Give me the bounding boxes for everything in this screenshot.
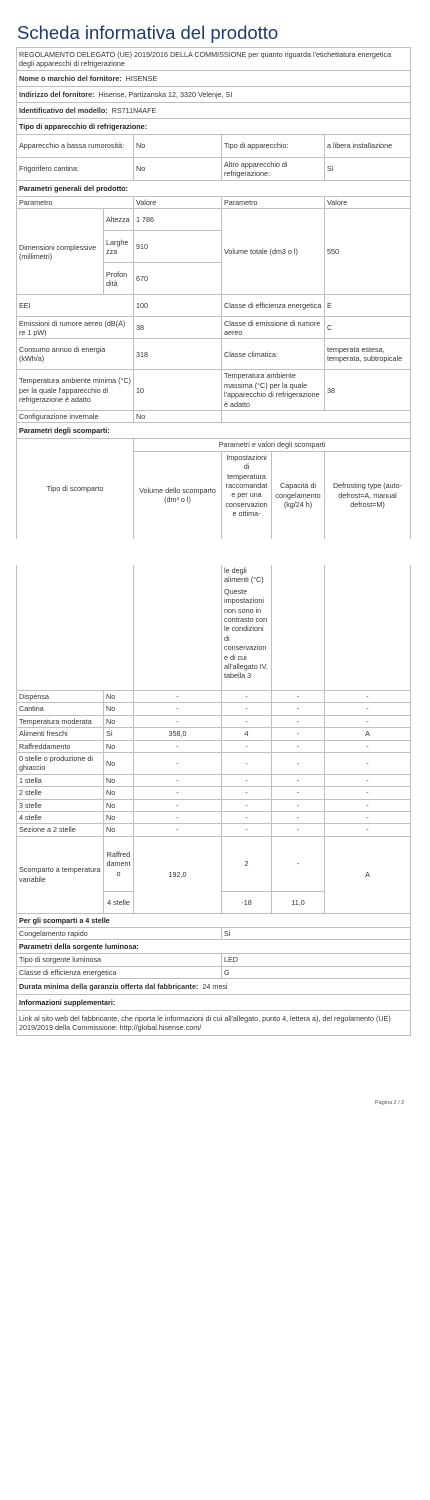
model-label: Identificativo del modello:: [19, 105, 108, 115]
value-header-2: Valore: [325, 197, 411, 209]
defrost-type-cont: [325, 565, 411, 691]
param-header-2: Parametro: [222, 197, 325, 209]
noise-value: 38: [134, 317, 222, 339]
compartment-volume-header: Volume dello scomparto (dm³ o l): [134, 451, 222, 539]
height-label: Altezza: [104, 209, 134, 231]
compartment-freeze: -: [272, 799, 325, 811]
variable-temp2: -18: [222, 891, 272, 913]
compartment-temp: -: [222, 753, 272, 775]
compartment-name: Raffreddamento: [17, 740, 104, 752]
compartment-temp: -: [222, 740, 272, 752]
width-value: 910: [134, 231, 222, 263]
compartment-freeze: -: [272, 812, 325, 824]
compartment-present: No: [104, 691, 134, 703]
product-sheet-top: [16, 47, 410, 539]
compartment-type-header: Tipo di scomparto: [17, 439, 134, 539]
compartment-present: No: [104, 715, 134, 727]
compartment-present: Sì: [104, 728, 134, 740]
compartment-name: 4 stelle: [17, 812, 104, 824]
supplier-address-label: Indirizzo del fornitore:: [19, 89, 95, 99]
compartment-present: No: [104, 703, 134, 715]
compartment-volume: -: [134, 812, 222, 824]
compartment-defrost: -: [325, 740, 411, 752]
appliance-type-label: Tipo di apparecchio:: [222, 135, 325, 158]
table-row: [17, 774, 411, 786]
compartment-defrost: -: [325, 824, 411, 836]
noise-label: Emissioni di rumore aereo (dB(A) re 1 pW): [17, 317, 134, 339]
compartment-name: Temperatura moderata: [17, 715, 104, 727]
appliance-type-heading: Tipo di apparecchio di refrigerazione:: [17, 119, 411, 135]
table-row: [17, 703, 411, 715]
table-row: [17, 812, 411, 824]
noise-class-value: C: [325, 317, 411, 339]
light-type-label: Tipo di sorgente luminosa: [17, 954, 222, 966]
variable-compartment-name: Scomparto a temperatura variabile: [17, 836, 104, 913]
compartment-present: No: [104, 799, 134, 811]
table-row: [17, 740, 411, 752]
product-sheet-bottom: [16, 565, 410, 1036]
climate-class-value: temperata estesa, temperata, subtropicale: [325, 339, 411, 370]
general-params-heading: Parametri generali del prodotto:: [17, 181, 411, 197]
compartment-volume: -: [134, 753, 222, 775]
compartment-temp: -: [222, 715, 272, 727]
temp-settings-header: Impostazioni di temperatura raccomandate per una conservazione ottima-: [222, 451, 272, 539]
height-value: 1 786: [134, 209, 222, 231]
compartment-present: No: [104, 812, 134, 824]
energy-class-value: E: [325, 295, 411, 317]
model-row: [17, 103, 411, 119]
light-class-label: Classe di efficienza energetica: [17, 966, 222, 978]
compartment-name: 0 stelle o produzione di ghiaccio: [17, 753, 104, 775]
supplier-address: Hisense, Partizanska 12, 3320 Velenje, SI: [98, 89, 233, 99]
low-noise-label: Apparecchio a bassa rumorosità:: [17, 135, 134, 158]
supplier-name-label: Nome o marchio del fornitore:: [19, 73, 122, 83]
compartment-defrost: -: [325, 715, 411, 727]
max-temp-value: 38: [325, 370, 411, 411]
compartment-freeze: -: [272, 703, 325, 715]
compartment-defrost: -: [325, 774, 411, 786]
temp-settings-header-line2: le degli alimenti (°C): [224, 566, 264, 585]
eei-value: 100: [134, 295, 222, 317]
climate-class-label: Classe climatica:: [222, 339, 325, 370]
wine-cellar-value: No: [134, 158, 222, 181]
total-volume-label: Volume totale (dm3 o l): [222, 209, 325, 295]
table-row: [17, 753, 411, 775]
compartments-heading: Parametri degli scomparti:: [17, 423, 411, 439]
warranty-label: Durata minima della garanzia offerta dal fabbricante:: [19, 981, 199, 991]
winter-config-label: Configurazione invernale: [17, 411, 134, 423]
compartment-temp: 4: [222, 728, 272, 740]
compartment-name: 2 stelle: [17, 787, 104, 799]
value-header: Valore: [134, 197, 222, 209]
compartment-temp: -: [222, 812, 272, 824]
compartment-volume: -: [134, 715, 222, 727]
variable-defrost: A: [325, 836, 411, 913]
fast-freeze-value: Sì: [222, 927, 411, 939]
supplier-name: HISENSE: [125, 73, 158, 83]
annual-energy-label: Consumo annuo di energia (kWh/a): [17, 339, 134, 370]
compartment-defrost: -: [325, 691, 411, 703]
compartment-temp: -: [222, 703, 272, 715]
table-row: [17, 728, 411, 740]
compartments-header-table: [16, 438, 411, 538]
table-row: [17, 824, 411, 836]
defrost-type-header: Defrosting type (auto-defrost=A, manual defrost=M): [325, 451, 411, 539]
compartment-present: No: [104, 787, 134, 799]
noise-class-label: Classe di emissione di rumore aereo: [222, 317, 325, 339]
product-info-table: [16, 47, 411, 439]
freezing-capacity-header: Capacità di congelamento (kg/24 h): [272, 451, 325, 539]
low-noise-value: No: [134, 135, 222, 158]
variable-temp1: 2: [222, 836, 272, 891]
winter-empty: [222, 411, 411, 423]
compartment-rows: [17, 691, 411, 837]
min-temp-value: 10: [134, 370, 222, 411]
compartment-volume: -: [134, 824, 222, 836]
compartment-defrost: A: [325, 728, 411, 740]
annual-energy-value: 318: [134, 339, 222, 370]
freezing-capacity-cont: [272, 565, 325, 691]
compartments-table: [16, 565, 411, 1036]
light-source-heading: Parametri della sorgente luminosa:: [17, 940, 411, 954]
table-row: [17, 787, 411, 799]
compartment-temp: -: [222, 787, 272, 799]
compartment-volume: -: [134, 799, 222, 811]
compartment-name: Alimenti freschi: [17, 728, 104, 740]
other-appliance-value: Sì: [325, 158, 411, 181]
compartment-temp: -: [222, 774, 272, 786]
compartment-present: No: [104, 740, 134, 752]
compartment-name: 3 stelle: [17, 799, 104, 811]
compartment-temp: -: [222, 799, 272, 811]
compartment-volume: 358,0: [134, 728, 222, 740]
table-row: [17, 715, 411, 727]
compartment-present: No: [104, 824, 134, 836]
compartment-defrost: -: [325, 703, 411, 715]
extra-info-heading: Informazioni supplementari:: [17, 995, 411, 1011]
compartment-volume: -: [134, 787, 222, 799]
compartment-volume: -: [134, 691, 222, 703]
compartment-defrost: -: [325, 753, 411, 775]
compartment-type-cont: [17, 565, 134, 691]
dimensions-label: Dimensioni complessive (millimetri): [17, 209, 104, 295]
width-label: Larghezza: [104, 231, 134, 263]
page-number: Pagina 2 / 2: [375, 1100, 405, 1106]
table-row: [17, 799, 411, 811]
compartment-name: 1 stella: [17, 774, 104, 786]
compartment-present: No: [104, 753, 134, 775]
compartment-freeze: -: [272, 824, 325, 836]
compartment-temp: -: [222, 691, 272, 703]
variable-volume: 192,0: [134, 836, 222, 913]
min-temp-label: Temperatura ambiente minima (°C) per la quale l'apparecchio di refrigerazione è adatto: [17, 370, 134, 411]
total-volume-value: 550: [325, 209, 411, 295]
other-appliance-label: Altro apparecchio di refrigerazione:: [222, 158, 325, 181]
compartment-name: Cantina: [17, 703, 104, 715]
warranty-row: [17, 979, 411, 995]
variable-freeze1: -: [272, 836, 325, 891]
compartment-freeze: -: [272, 691, 325, 703]
variable-sub2: 4 stelle: [104, 891, 134, 913]
compartment-freeze: -: [272, 740, 325, 752]
warranty-value: 24 mesi: [202, 981, 228, 991]
compartment-defrost: -: [325, 799, 411, 811]
winter-config-value: No: [134, 411, 222, 423]
max-temp-label: Temperatura ambiente massima (°C) per la quale l'apparecchio di refrigerazione è adatto: [222, 370, 325, 411]
compartment-defrost: -: [325, 787, 411, 799]
model-id: RS711N4AFE: [111, 105, 157, 115]
page-title: Scheda informativa del prodotto: [17, 22, 279, 43]
compartment-freeze: -: [272, 753, 325, 775]
wine-cellar-label: Frigorifero cantina:: [17, 158, 134, 181]
variable-sub1: Raffreddamento: [104, 836, 134, 891]
compartment-volume-cont: [134, 565, 222, 691]
depth-label: Profondità: [104, 263, 134, 295]
compartment-freeze: -: [272, 774, 325, 786]
energy-class-label: Classe di efficienza energetica: [222, 295, 325, 317]
compartment-volume: -: [134, 703, 222, 715]
compartment-freeze: -: [272, 715, 325, 727]
compartment-defrost: -: [325, 812, 411, 824]
four-star-heading: Per gli scomparti a 4 stelle: [17, 913, 411, 927]
param-header: Parametro: [17, 197, 134, 209]
compartment-present: No: [104, 774, 134, 786]
table-row: [17, 691, 411, 703]
depth-value: 670: [134, 263, 222, 295]
appliance-type-value: a libera installazione: [325, 135, 411, 158]
compartment-temp: -: [222, 824, 272, 836]
regulation-text: REGOLAMENTO DELEGATO (UE) 2019/2016 DELLA COMMISSIONE per quanto riguarda l'etichettatura energetica degli apparecchi di refrigerazione: [17, 48, 411, 71]
compartment-volume: -: [134, 740, 222, 752]
compartment-params-header: Parametri e valori degli scomparti: [134, 439, 411, 451]
temp-settings-header-cont: [222, 565, 272, 691]
light-class-value: G: [222, 966, 411, 978]
eei-label: EEI: [17, 295, 134, 317]
light-type-value: LED: [222, 954, 411, 966]
supplier-address-row: [17, 87, 411, 103]
compartment-name: Sezione a 2 stelle: [17, 824, 104, 836]
compartment-volume: -: [134, 774, 222, 786]
supplier-name-row: [17, 71, 411, 87]
compartment-freeze: -: [272, 728, 325, 740]
compartment-name: Dispensa: [17, 691, 104, 703]
variable-freeze2: 11,0: [272, 891, 325, 913]
temp-settings-note: Queste impostazioni non sono in contrasto con le condizioni di conservazione di cui all'allegato IV, tabella 3: [224, 586, 268, 681]
compartment-freeze: -: [272, 787, 325, 799]
fast-freeze-label: Congelamento rapido: [17, 927, 222, 939]
extra-info-text: Link al sito web del fabbricante, che riporta le informazioni di cui all'allegato, punto 4, lettera a), del regolamento (UE) 2019/2019 della Commissione: http://global.hisense.com/: [17, 1011, 411, 1036]
